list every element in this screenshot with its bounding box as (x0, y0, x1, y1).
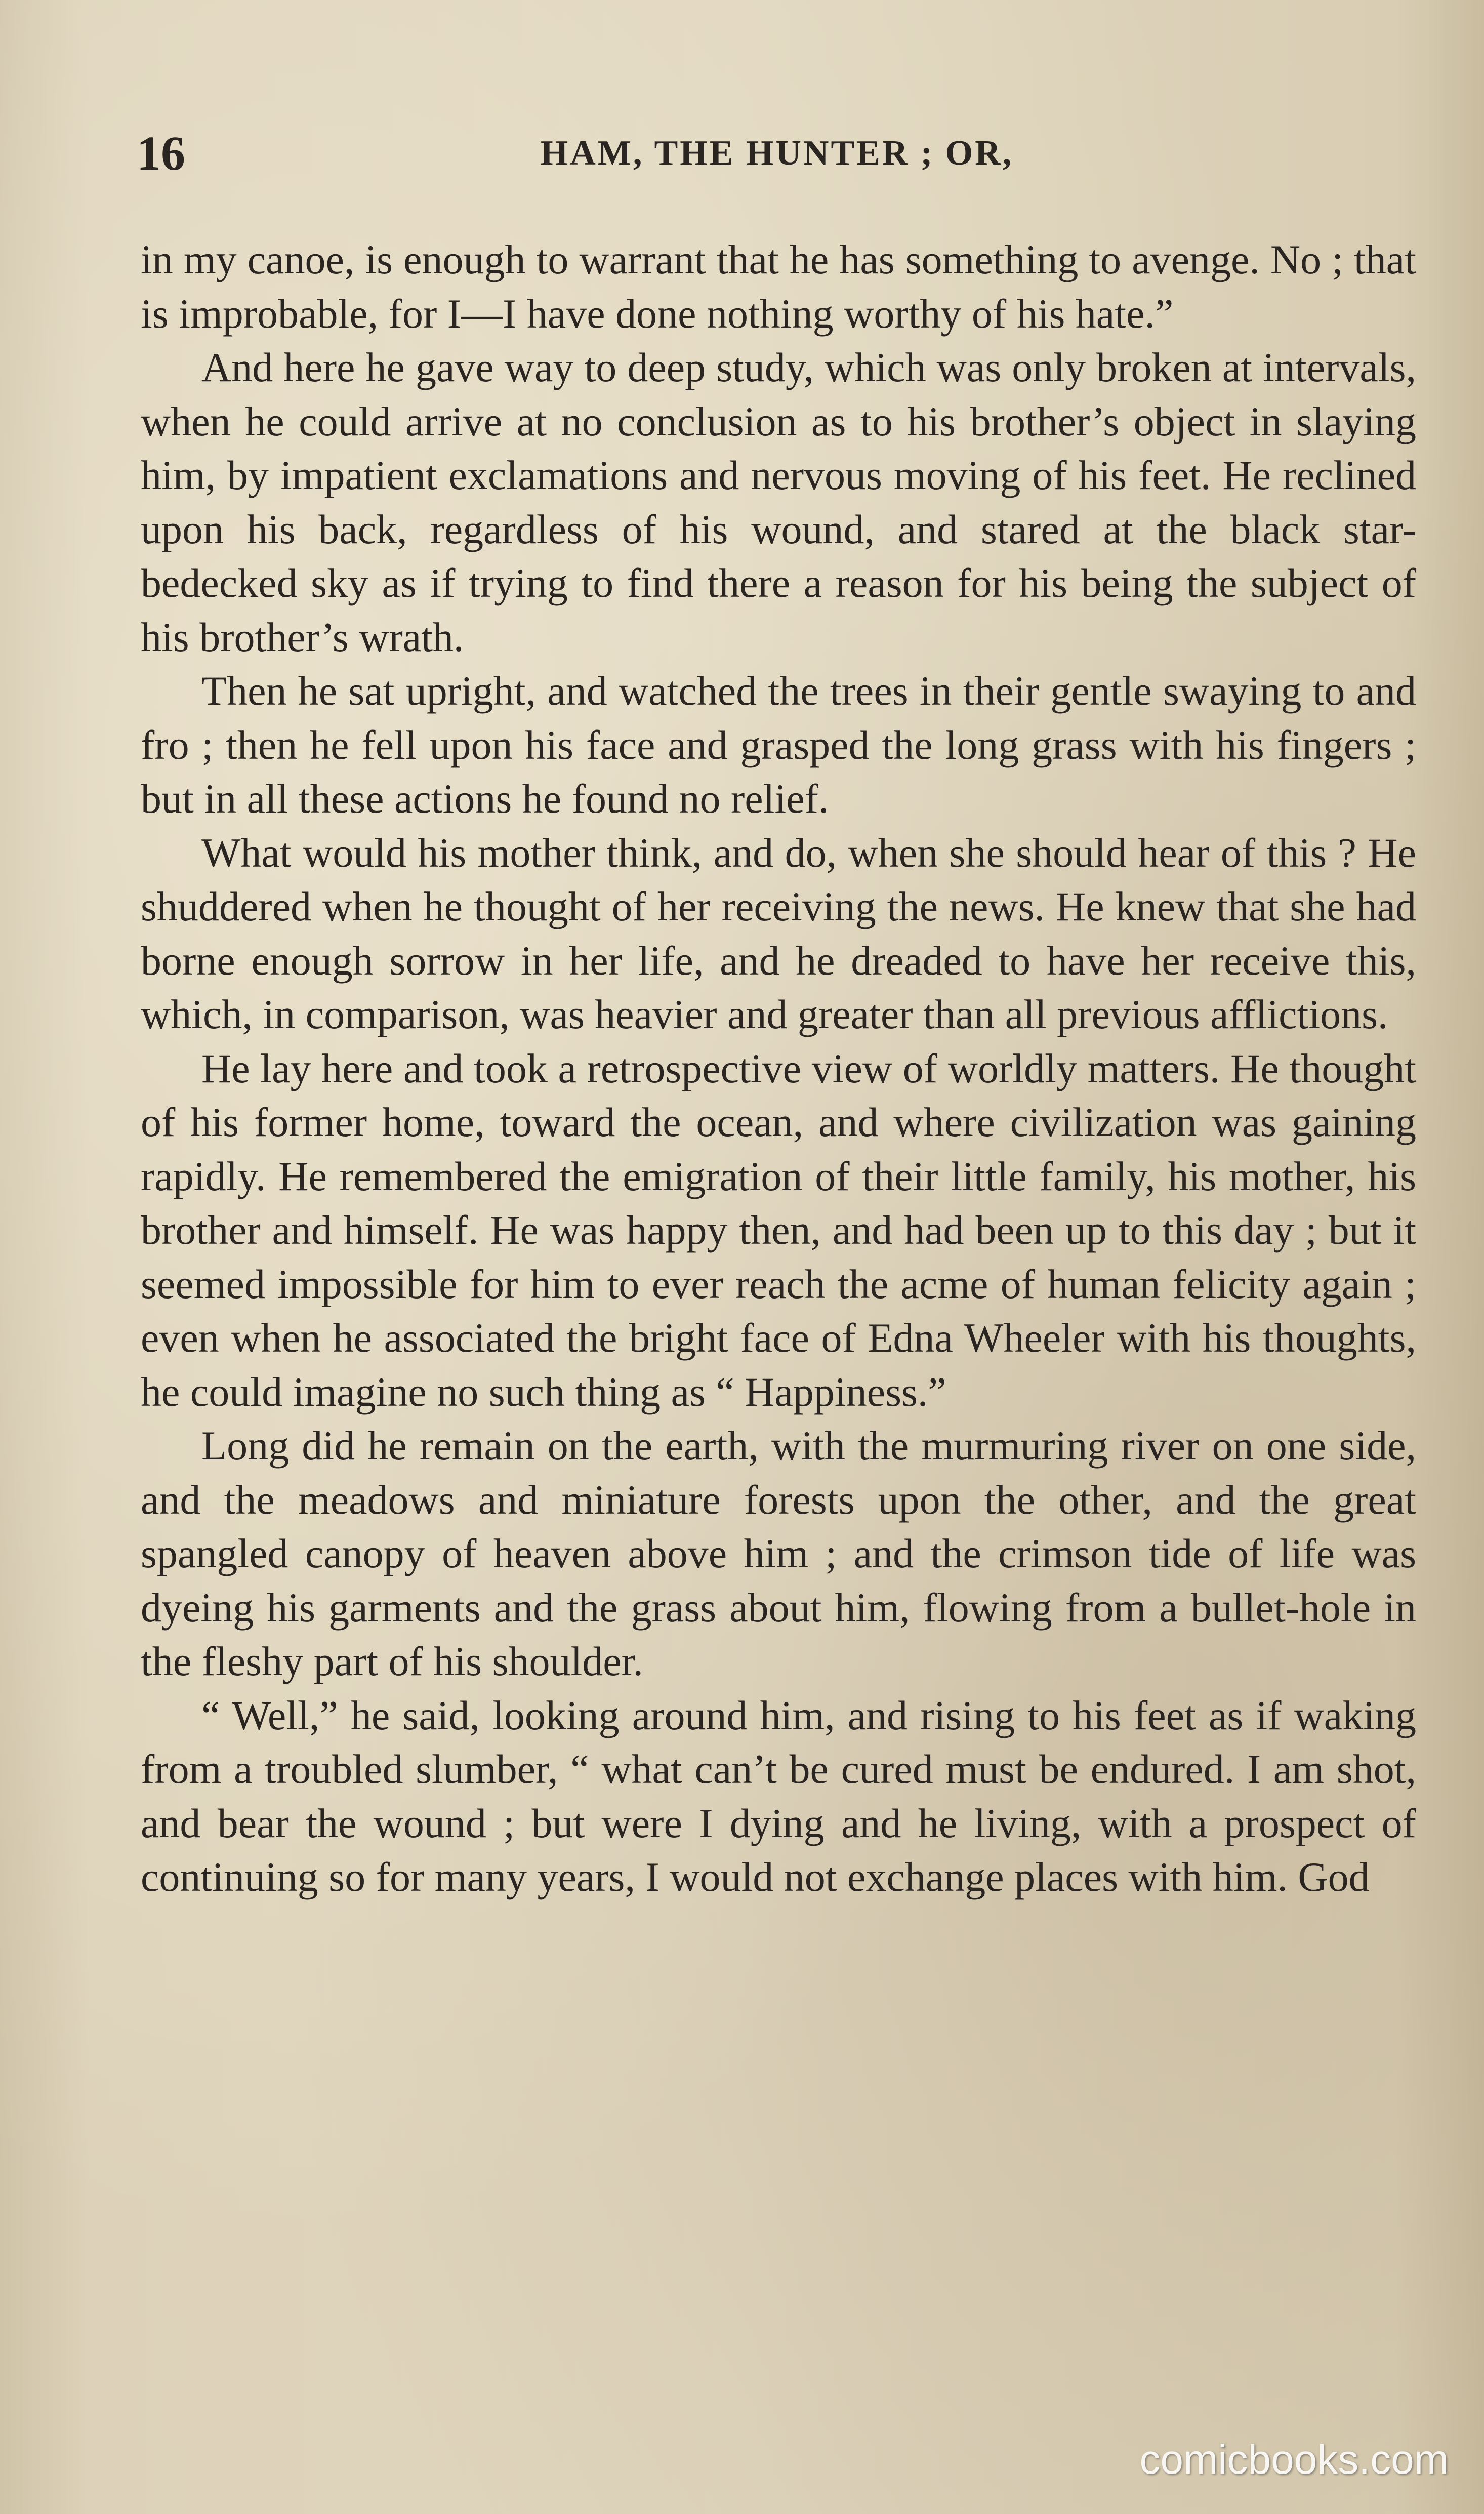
page-number: 16 (137, 126, 185, 180)
paragraph: “ Well,” he said, looking around him, and rising to his feet as if waking from a troubled slumber, “ what can’t be cured must be endured. I am shot, and bear the wound ; but were I dying and he living, with a prospect of continuing so for many years, I would not exchange places with him. God (141, 1692, 1416, 1900)
paragraph: Then he sat upright, and watched the trees in their gentle swaying to and fro ; then he fell upon his face and grasped the long grass with his fingers ; but in all these actions he found no relief. (141, 668, 1416, 822)
running-head: HAM, THE HUNTER ; OR, (540, 134, 1014, 173)
paragraph: What would his mother think, and do, when she should hear of this ? He shuddered when he thought of her receiving the news. He knew that she had borne enough sorrow in her life, and he dreaded to have her receive this, which, in comparison, was heavier and greater than all previous afflictions. (141, 829, 1416, 1037)
watermark: comicbooks.com (1139, 2437, 1449, 2483)
body-text (141, 233, 1416, 1904)
paragraph: He lay here and took a retrospective view of worldly matters. He thought of his former home, toward the ocean, and where civilization was gaining rapidly. He remembered the emigration of their little family, his mother, his brother and himself. He was happy then, and had been up to this day ; but it seemed impossible for him to ever reach the acme of human felicity again ; even when he associated the bright face of Edna Wheeler with his thoughts, he could imagine no such thing as “ Happiness.” (141, 1045, 1416, 1415)
paragraph: Long did he remain on the earth, with the murmuring river on one side, and the meadows and miniature forests upon the other, and the great spangled canopy of heaven above him ; and the crimson tide of life was dyeing his garments and the grass about him, flowing from a bullet-hole in the fleshy part of his shoulder. (141, 1423, 1416, 1684)
paragraph: And here he gave way to deep study, which was only broken at intervals, when he could arrive at no conclusion as to his brother’s object in slaying him, by impatient exclamations and nervous moving of his feet. He reclined upon his back, regardless of his wound, and stared at the black star-bedecked sky as if trying to find there a reason for his being the subject of his brother’s wrath. (141, 344, 1416, 660)
paragraph: in my canoe, is enough to warrant that he has something to avenge. No ; that is improbable, for I—I have done nothing worthy of his hate.” (141, 236, 1416, 337)
page-header (137, 126, 1417, 181)
